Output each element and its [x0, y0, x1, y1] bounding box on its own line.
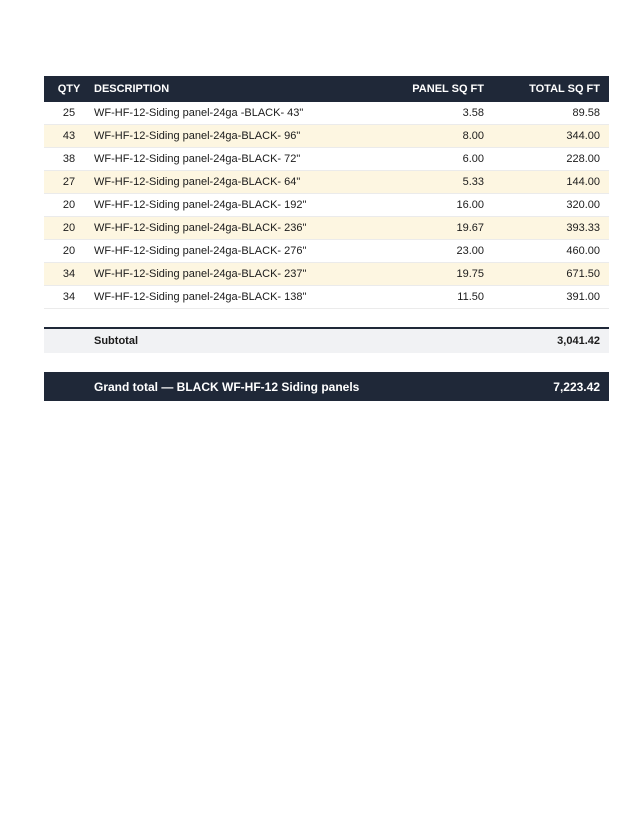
row-qty: 38 — [62, 153, 76, 165]
row-description: WF-HF-12-Siding panel-24ga-BLACK- 192" — [94, 199, 307, 211]
row-description: WF-HF-12-Siding panel-24ga-BLACK- 96" — [94, 130, 301, 142]
table-row — [44, 240, 609, 263]
row-panel-sq-ft: 16.00 — [456, 199, 484, 211]
row-description: WF-HF-12-Siding panel-24ga-BLACK- 64" — [94, 176, 301, 188]
row-panel-sq-ft: 23.00 — [456, 245, 484, 257]
row-total-sq-ft: 393.33 — [566, 222, 600, 234]
header-qty: QTY — [57, 83, 81, 95]
table-row — [44, 194, 609, 217]
subtotal-value: 3,041.42 — [557, 335, 600, 347]
row-total-sq-ft: 391.00 — [566, 291, 600, 303]
row-qty: 20 — [62, 199, 76, 211]
header-total-sq-ft: TOTAL SQ FT — [529, 83, 600, 95]
row-qty: 34 — [62, 268, 76, 280]
row-total-sq-ft: 671.50 — [566, 268, 600, 280]
row-qty: 43 — [62, 130, 76, 142]
row-qty: 20 — [62, 222, 76, 234]
header-panel-sq-ft: PANEL SQ FT — [412, 83, 484, 95]
row-description: WF-HF-12-Siding panel-24ga-BLACK- 72" — [94, 153, 301, 165]
row-qty: 27 — [62, 176, 76, 188]
row-panel-sq-ft: 11.50 — [457, 291, 484, 303]
row-panel-sq-ft: 8.00 — [462, 130, 484, 142]
table-row — [44, 171, 609, 194]
table-header — [44, 76, 609, 102]
table-row — [44, 148, 609, 171]
subtotal-row — [44, 327, 609, 353]
row-description: WF-HF-12-Siding panel-24ga -BLACK- 43" — [94, 107, 304, 119]
row-qty: 20 — [62, 245, 76, 257]
row-description: WF-HF-12-Siding panel-24ga-BLACK- 236" — [94, 222, 307, 234]
row-panel-sq-ft: 5.33 — [462, 176, 484, 188]
row-qty: 34 — [62, 291, 76, 303]
table-row — [44, 102, 609, 125]
row-panel-sq-ft: 19.75 — [456, 268, 484, 280]
grand-total-value: 7,223.42 — [553, 379, 600, 394]
grand-total-label: Grand total — BLACK WF-HF-12 Siding panels — [94, 379, 360, 394]
row-description: WF-HF-12-Siding panel-24ga-BLACK- 138" — [94, 291, 307, 303]
row-total-sq-ft: 460.00 — [566, 245, 600, 257]
header-description: DESCRIPTION — [94, 83, 170, 95]
table-row — [44, 263, 609, 286]
row-total-sq-ft: 228.00 — [566, 153, 600, 165]
row-total-sq-ft: 320.00 — [566, 199, 600, 211]
row-qty: 25 — [62, 107, 76, 119]
grand-total-row — [44, 372, 609, 401]
row-total-sq-ft: 344.00 — [566, 130, 600, 142]
subtotal-label: Subtotal — [94, 335, 138, 347]
table-row — [44, 286, 609, 309]
row-description: WF-HF-12-Siding panel-24ga-BLACK- 276" — [94, 245, 307, 257]
row-panel-sq-ft: 3.58 — [462, 107, 484, 119]
table-row — [44, 217, 609, 240]
row-description: WF-HF-12-Siding panel-24ga-BLACK- 237" — [94, 268, 307, 280]
row-total-sq-ft: 89.58 — [572, 107, 600, 119]
row-panel-sq-ft: 19.67 — [456, 222, 484, 234]
row-panel-sq-ft: 6.00 — [462, 153, 484, 165]
table-row — [44, 125, 609, 148]
siding-panel-table — [44, 76, 609, 401]
row-total-sq-ft: 144.00 — [566, 176, 600, 188]
